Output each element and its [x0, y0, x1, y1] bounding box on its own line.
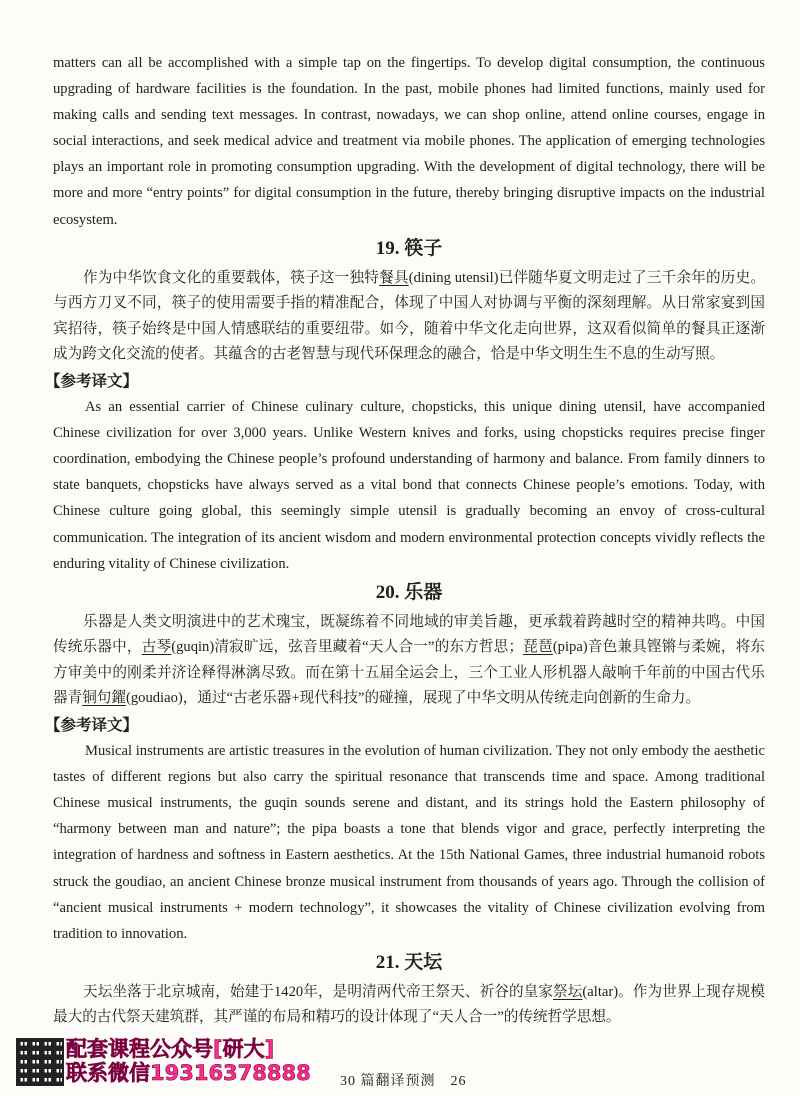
reference-translation-label: 【参考译文】 [45, 373, 139, 391]
page-number: 30 篇翻译预测 26 [340, 1074, 467, 1089]
reference-translation-label: 【参考译文】 [45, 717, 139, 735]
section-20-english: Musical instruments are artistic treasures in the evolution of human civilization. They not only embody the aesthetic tastes of different regions but also carry the spiritual resonance that transcends time and space. Among traditional Chinese musical instruments, the guqin sounds serene and distant, and its strings hold the Eastern philosophy of “harmony between man and nature”; the pipa boasts a tone that blends vigor and grace, perfectly interpreting the integration of hardness and softness in Eastern aesthetics. At the 15th National Games, three industrial humanoid robots struck the goudiao, an ancient Chinese bronze musical instrument from thousands of years ago. Through the collision of “ancient musical instruments + modern technology”, it showcases the vitality of Chinese civilization evolving from tradition to innovation. [53, 743, 765, 942]
zh-term-dining-utensil: 餐具 [379, 269, 409, 286]
zh-text: 作为中华饮食文化的重要载体，筷子这一独特 [83, 269, 380, 286]
zh-text: (goudiao)，通过“古老乐器+现代科技”的碰撞，展现了中华文明从传统走向创新的生命力。 [126, 690, 701, 707]
section-20-chinese [53, 610, 765, 712]
section-21-chinese [53, 980, 765, 1031]
zh-term-pipa: 琵琶 [523, 639, 553, 656]
zh-text: (dining utensil)已伴随华夏文明走过了三千余年的历史。与西方刀叉不同，筷子的使用需要手指的精准配合，体现了中国人对协调与平衡的深刻理解。从日常家宴到国宾招待，筷子始终是中国人情感联结的重要纽带。如今，随着中华文化走向世界，这双看似简单的餐具正逐渐成为跨文化交流的使者。其蕴含的古老智慧与现代环保理念的融合，恰是中华文明生生不息的生动写照。 [53, 269, 765, 363]
zh-term-goudiao: 铜句鑃 [82, 690, 126, 707]
zh-text: 乐器是人类文明演进中的艺术瑰宝，既凝练着不同地域的审美旨趣，更承载着跨越时空的精神共鸣。中国传统乐器中， [53, 613, 765, 656]
page-body [45, 50, 765, 1031]
zh-text: (altar)。作为世界上现存规模最大的古代祭天建筑群，其严谨的布局和精巧的设计体现了“天人合一”的传统哲学思想。 [53, 983, 765, 1026]
zh-text: (guqin)清寂旷远，弦音里藏着“天人合一”的东方哲思； [171, 639, 524, 656]
section-19-heading: 19. 筷子 [375, 237, 443, 259]
zh-term-altar: 祭坛 [553, 983, 583, 1000]
zh-text: 天坛坐落于北京城南，始建于1420年，是明清两代帝王祭天、祈谷的皇家 [83, 983, 554, 1000]
section-19-english: As an essential carrier of Chinese culinary culture, chopsticks, this unique dining utensil, have accompanied Chinese civilization for over 3,000 years. Unlike Western knives and forks, using chopsticks requires precise finger coordination, embodying the Chinese people’s profound understanding of harmony and balance. From family dinners to state banquets, chopsticks have always served as a vital bond that connects Chinese people’s emotions. Today, with Chinese culture going global, this seemingly simple utensil is gradually becoming an envoy of cross-cultural communication. The integration of its ancient wisdom and modern environmental protection concepts vividly reflects the enduring vitality of Chinese civilization. [53, 399, 765, 572]
watermark-ad-line-2: 联系微信19316378888 [66, 1061, 311, 1085]
watermark-ad-line-1: 配套课程公众号[研大] [66, 1037, 275, 1061]
section-21-heading: 21. 天坛 [375, 951, 443, 973]
zh-text: (pipa)音色兼具铿锵与柔婉，将东方审美中的刚柔并济诠释得淋漓尽致。而在第十五届全运会上，三个工业人形机器人敲响千年前的中国古代乐器青 [53, 639, 765, 707]
section-20-heading: 20. 乐器 [375, 581, 443, 603]
section-19-chinese [53, 266, 765, 368]
page-footer [0, 1058, 800, 1096]
zh-term-guqin: 古琴 [141, 639, 172, 656]
intro-paragraph: matters can all be accomplished with a simple tap on the fingertips. To develop digital consumption, the continuous upgrading of hardware facilities is the foundation. In the past, mobile phones had limited functions, mainly used for making calls and sending text messages. In contrast, nowadays, we can shop online, attend online courses, engage in social interactions, and seek medical advice and treatment via mobile phones. The application of emerging technologies plays an important role in promoting consumption upgrading. With the development of digital technology, there will be more and more “entry points” for digital consumption in the future, thereby bringing disruptive impacts on the industrial ecosystem. [53, 55, 765, 228]
